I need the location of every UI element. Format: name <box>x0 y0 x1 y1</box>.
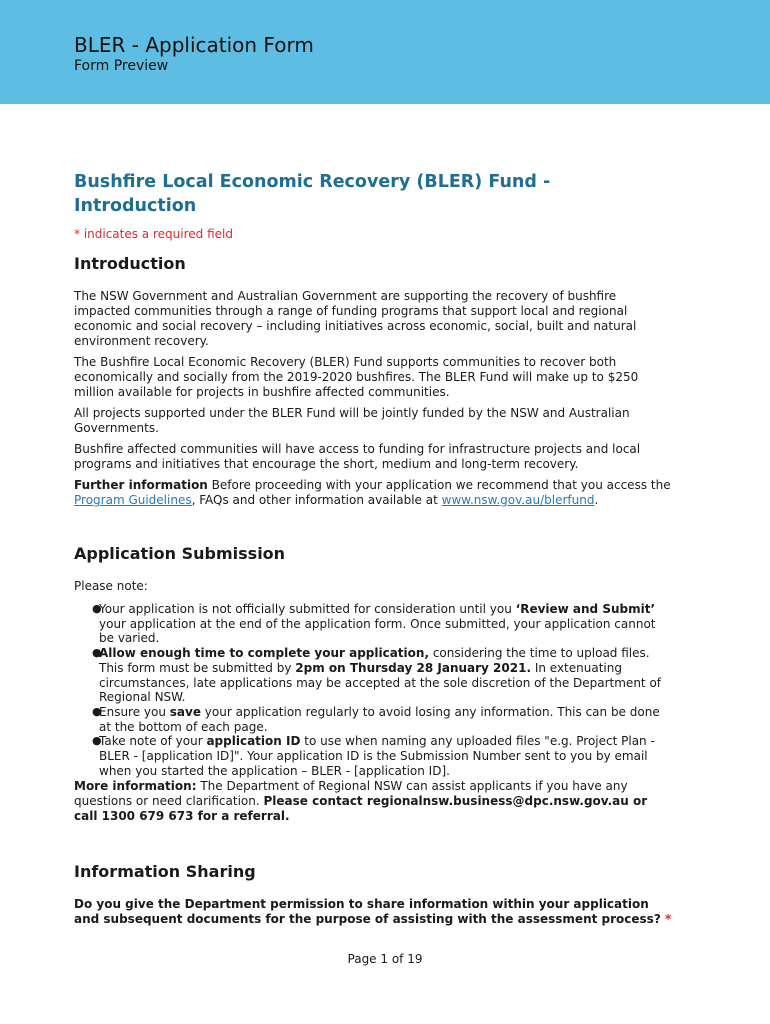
intro-paragraph-1: The NSW Government and Australian Government are supporting the recovery of bushfire impacted communities through a range of funding programs that support local and regional economic and social recovery – including initiatives across economic, social, built and natural environment recovery. <box>74 289 637 348</box>
section-title-information-sharing: Information Sharing <box>74 862 256 882</box>
intro-paragraph-3: All projects supported under the BLER Fund will be jointly funded by the NSW and Australian Governments. <box>74 406 630 435</box>
section-title-application-submission: Application Submission <box>74 544 286 563</box>
nsw-blerfund-link[interactable]: www.nsw.gov.au/blerfund <box>441 493 595 507</box>
program-guidelines-link[interactable]: Program Guidelines <box>74 493 192 507</box>
intro-paragraph-4: Bushfire affected communities will have access to funding for infrastructure projects and local programs and initiatives that encourage the short, medium and long-term recovery. <box>74 442 641 471</box>
list-item: ● Ensure you save your application regularly to avoid losing any information. This can be done at the bottom of each page. <box>92 704 660 734</box>
more-information-paragraph: More information: The Department of Regional NSW can assist applicants if you have any questions or need clarification. Please contact regionalnsw.business@dpc.nsw.gov.au or call 1300 679 673 for a referral. <box>74 779 648 824</box>
required-marker: * <box>660 912 672 927</box>
form-title: BLER - Application Form <box>74 33 314 57</box>
form-header <box>0 0 770 104</box>
intro-paragraph-2: The Bushfire Local Economic Recovery (BLER) Fund supports communities to recover both economically and socially from the 2019-2020 bushfires. The BLER Fund will make up to $250 million available for projects in bushfire affected communities. <box>74 355 639 399</box>
page-heading: Bushfire Local Economic Recovery (BLER) Fund - Introduction <box>74 172 551 216</box>
contact-details: Please contact regionalnsw.business@dpc.nsw.gov.au or call 1300 679 673 for a referral. <box>74 794 648 824</box>
further-information-paragraph: Further information Before proceeding with your application we recommend that you access the Program Guidelines, FAQs and other information available at www.nsw.gov.au/blerfund. <box>74 478 671 507</box>
bullet-icon: ● <box>92 704 102 718</box>
bullet-icon: ● <box>92 734 102 748</box>
page-number: Page 1 of 19 <box>347 952 423 966</box>
bullet-icon: ● <box>92 602 102 615</box>
required-field-note: * indicates a required field <box>74 227 233 241</box>
list-item: ● Allow enough time to complete your application, considering the time to upload files. This form must be submitted by 2pm on Thursday 28 January 2021. In extenuating circumstances, late applications may be accepted at the sole discretion of the Department of Regional NSW. <box>92 646 662 705</box>
list-item: ● Take note of your application ID to use when naming any uploaded files "e.g. Project Plan - BLER - [application ID]". Your application ID is the Submission Number sent to you by email when you started the application – BLER - [application ID]. <box>92 734 655 778</box>
list-item: ● Your application is not officially submitted for consideration until you ‘Review and Submit’ your application at the end of the application form. Once submitted, your application cannot be varied. <box>92 602 656 646</box>
section-title-introduction: Introduction <box>74 254 186 273</box>
please-note-label: Please note: <box>74 579 148 593</box>
further-information-label: Further information <box>74 478 208 492</box>
more-information-label: More information: <box>74 779 197 794</box>
submission-notes-list <box>74 602 674 778</box>
form-subtitle: Form Preview <box>74 58 169 74</box>
info-sharing-question: Do you give the Department permission to share information within your application and subsequent documents for the purpose of assisting with the assessment process? * <box>74 897 672 927</box>
form-content <box>74 170 674 927</box>
bullet-icon: ● <box>92 646 102 660</box>
